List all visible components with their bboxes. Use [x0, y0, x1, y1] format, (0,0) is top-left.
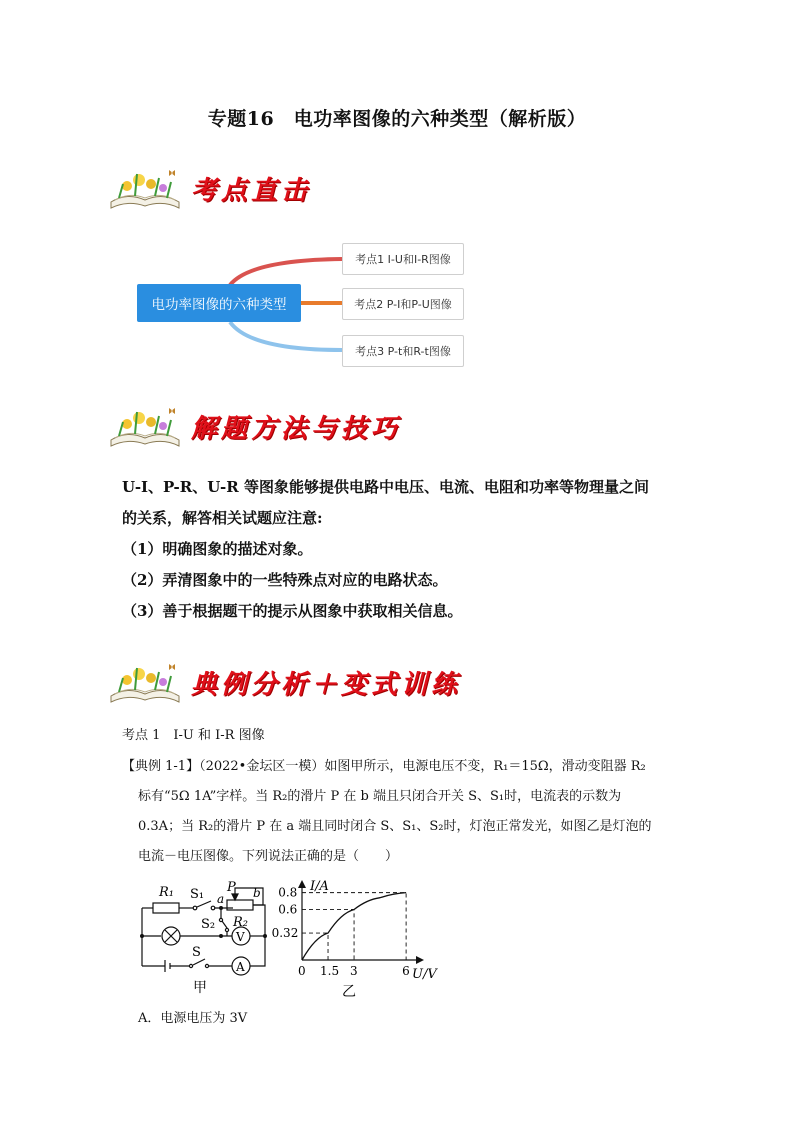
example-line-1: 【典例 1-1】（2022•金坛区一模）如图甲所示，电源电压不变，R₁＝15Ω，滑动变阻器 R₂ [122, 759, 646, 774]
label-p: P [227, 880, 236, 895]
y-tick-label: 0.8 [278, 885, 298, 900]
label-ammeter: A [236, 960, 245, 974]
x-tick-label: 6 [402, 964, 410, 978]
mindmap-node-2: 考点2 P-I和P-U图像 [342, 288, 464, 320]
guide-line-1 [302, 933, 328, 960]
x-axis-arrow [416, 956, 424, 964]
label-a: a [217, 892, 225, 906]
mindmap-node-1: 考点1 I-U和I-R图像 [342, 243, 464, 275]
mindmap-node-3: 考点3 P-t和R-t图像 [342, 335, 464, 367]
page-title: 专题16 电功率图像的六种类型（解析版） [207, 108, 587, 130]
label-s2: S₂ [201, 917, 216, 932]
y-tick-label: 0.6 [278, 902, 298, 917]
x-tick-label: 1.5 [320, 964, 340, 978]
section-header-kaodian [105, 162, 435, 218]
x-tick-label: 0 [298, 964, 306, 978]
x-axis-label: U/V [412, 967, 437, 982]
y-tick-label: 0.32 [271, 926, 299, 941]
open-book-flowers-icon [105, 656, 185, 706]
open-book-flowers-icon [105, 400, 185, 450]
label-r2: R₂ [233, 915, 248, 930]
topic-heading: 考点 1 I-U 和 I-R 图像 [122, 728, 265, 743]
iu-chart [271, 876, 440, 1000]
y-axis-arrow [298, 880, 306, 888]
method-paragraph [122, 472, 682, 627]
section-header-examples [105, 656, 485, 712]
guide-lines [302, 893, 406, 960]
resistor-r1 [153, 903, 179, 913]
section-title: 解题方法与技巧 [191, 414, 402, 444]
label-b: b [253, 886, 261, 900]
y-axis-label: I/A [310, 879, 329, 894]
option-a: A．电源电压为 3V [138, 1011, 248, 1026]
method-intro-line1: U-I、P-R、U-R 等图象能够提供电路中电压、电流、电阻和功率等物理量之间 [122, 478, 649, 496]
section-title: 典例分析＋变式训练 [191, 670, 462, 700]
example-line-4: 电流－电压图像。下列说法正确的是（ ） [138, 849, 399, 864]
label-r1: R₁ [159, 885, 174, 900]
label-s1: S₁ [190, 887, 205, 902]
example-line-2: 标有“5Ω 1A”字样。当 R₂的滑片 P 在 b 端且只闭合开关 S、S₁时，电流表的示数为 [138, 789, 622, 804]
section-header-method [105, 400, 445, 456]
method-item-2: （2）弄清图象中的一些特殊点对应的电路状态。 [122, 571, 448, 589]
method-item-1: （1）明确图象的描述对象。 [122, 540, 313, 558]
label-voltmeter: V [236, 930, 245, 944]
circuit-diagram [135, 878, 285, 996]
chart-caption: 乙 [342, 984, 356, 1000]
method-item-3: （3）善于根据题干的提示从图象中获取相关信息。 [122, 602, 463, 620]
example-line-3: 0.3A；当 R₂的滑片 P 在 a 端且同时闭合 S、S₁、S₂时，灯泡正常发光，如图乙是灯泡的 [138, 819, 652, 834]
section-title: 考点直击 [191, 176, 312, 206]
x-tick-labels [298, 964, 410, 978]
mindmap-root: 电功率图像的六种类型 [137, 284, 301, 322]
x-tick-label: 3 [350, 964, 358, 978]
circuit-caption: 甲 [193, 980, 207, 996]
method-intro-line2: 的关系，解答相关试题应注意: [122, 509, 323, 527]
open-book-flowers-icon [105, 162, 185, 212]
label-s: S [192, 945, 201, 960]
